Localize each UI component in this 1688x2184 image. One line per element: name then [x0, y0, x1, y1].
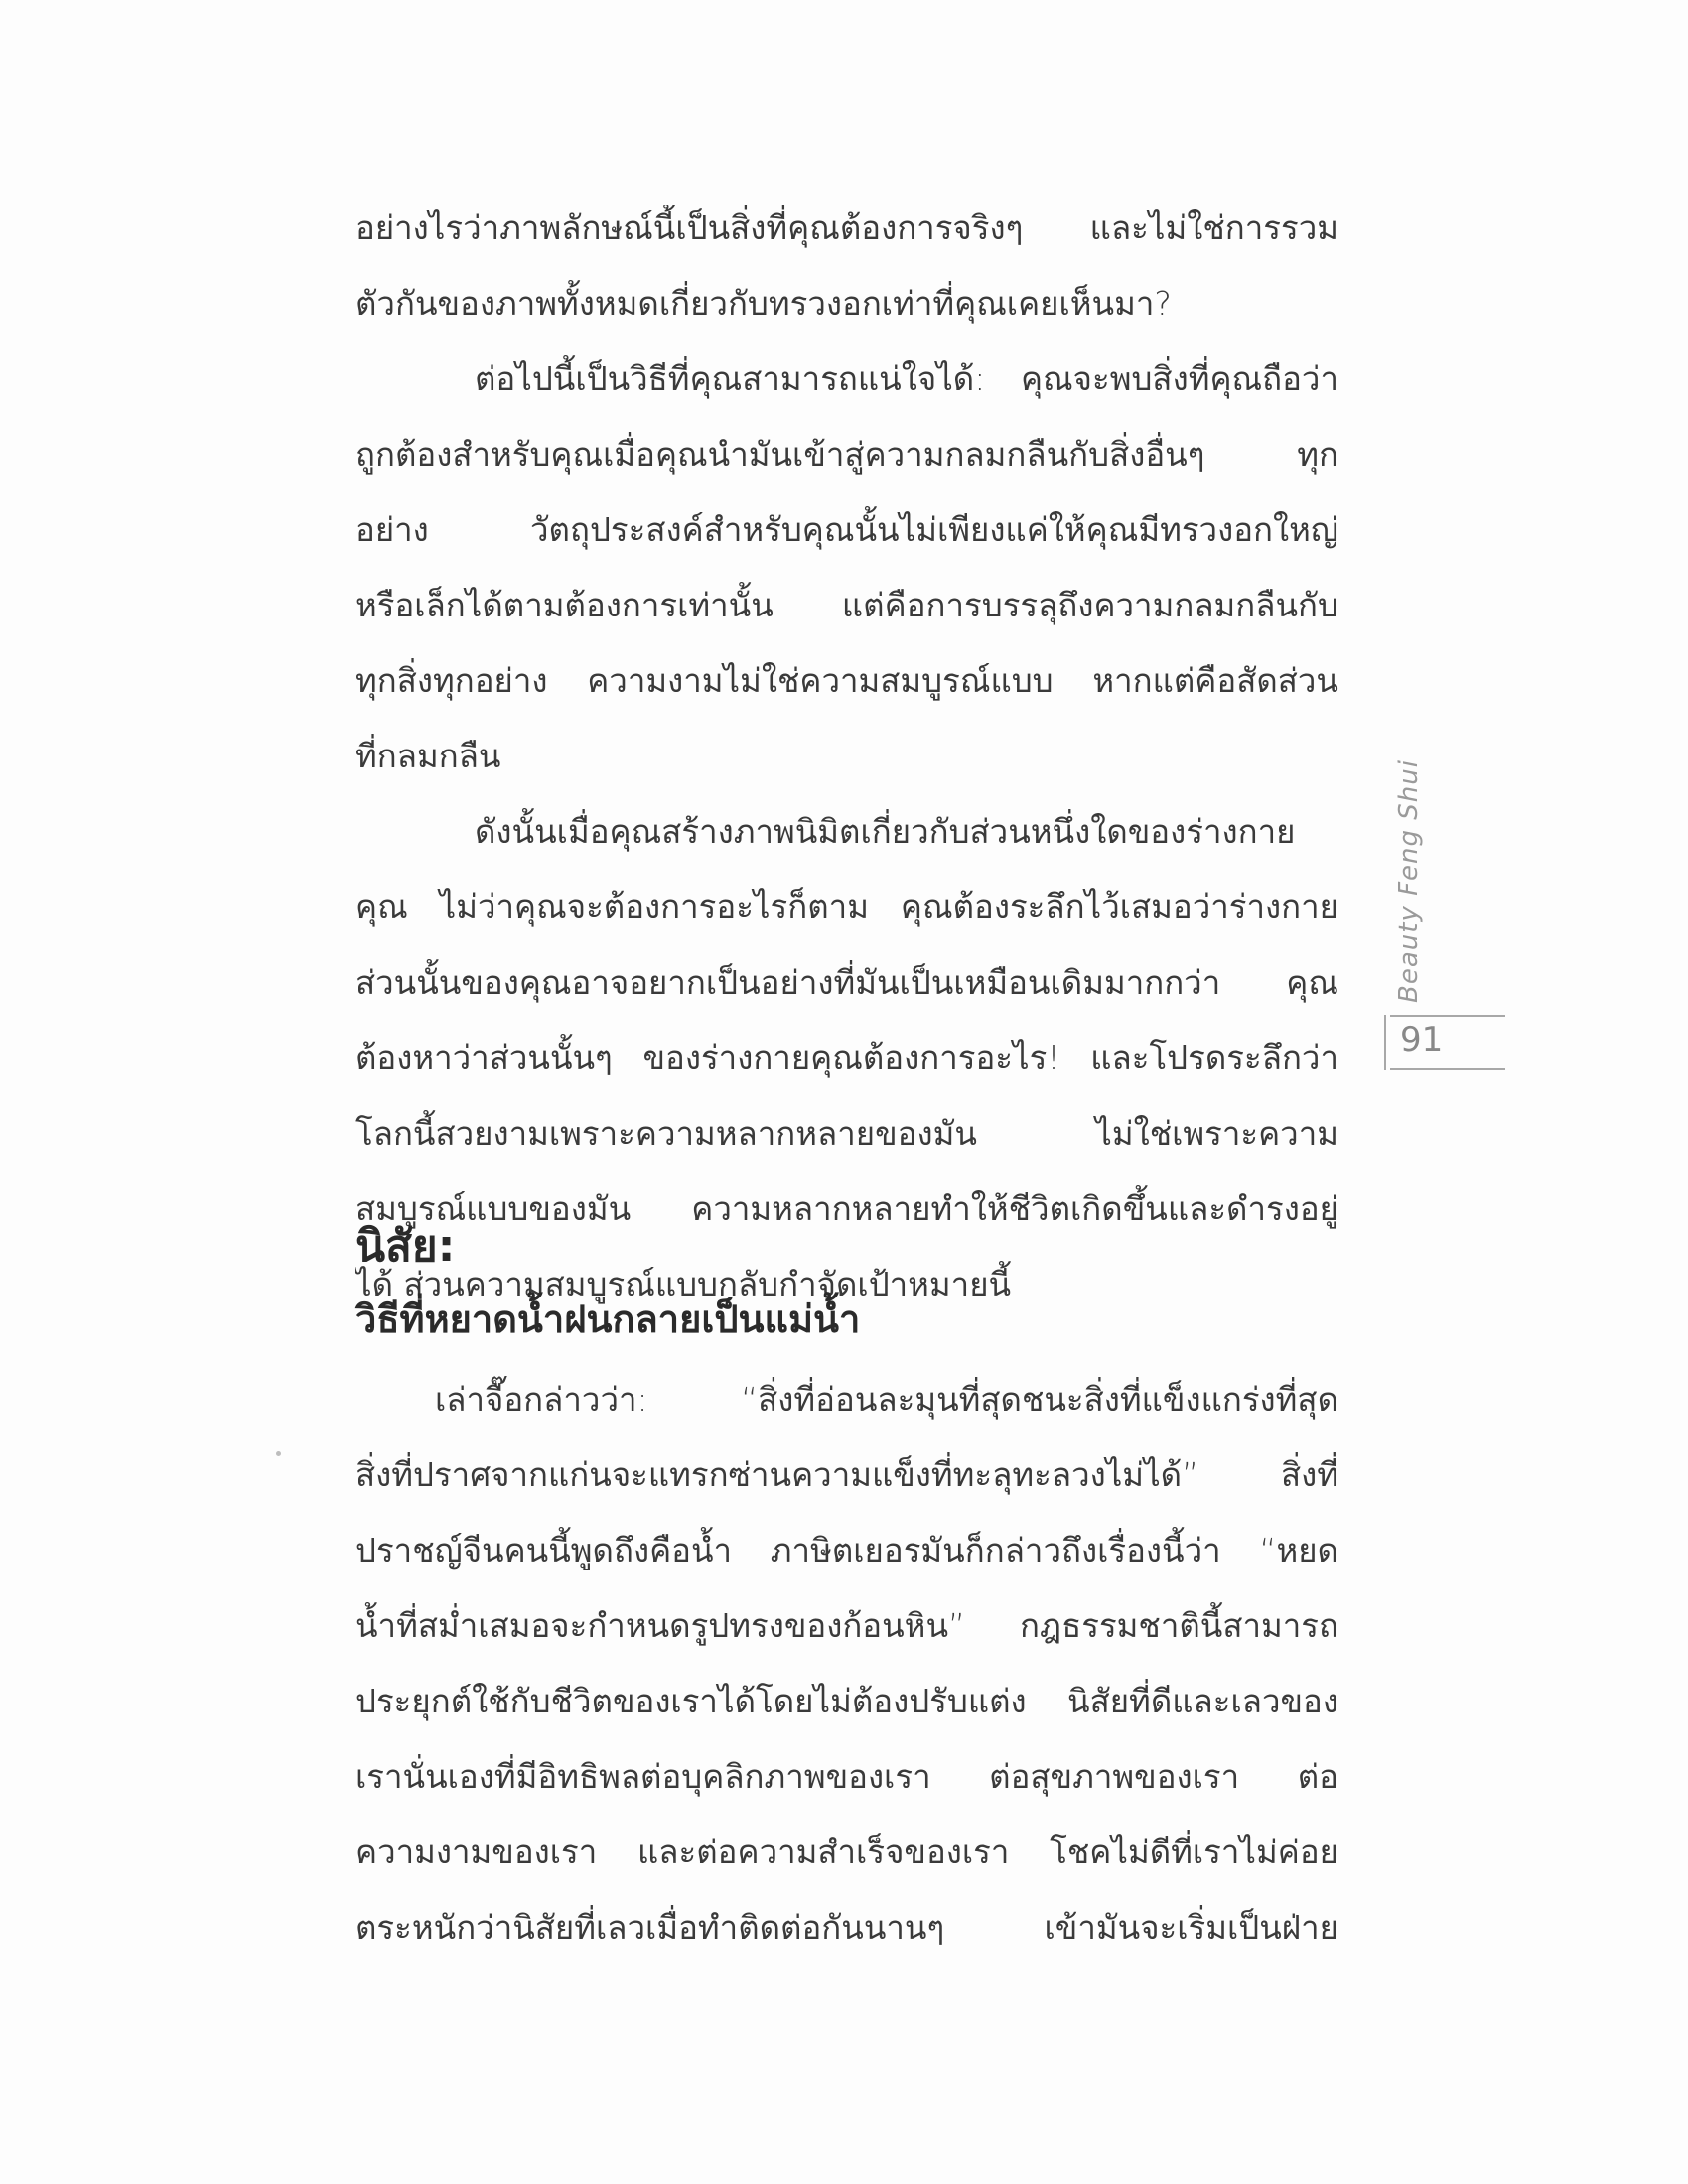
text-line: เรานั่นเองที่มีอิทธิพลต่อบุคลิกภาพของเรา ต่อสุขภาพของเรา ต่อ [355, 1757, 1338, 1796]
text-line: ประยุกต์ใช้กับชีวิตของเราได้โดยไม่ต้องปรับแต่ง นิสัยที่ดีและเลวของ [355, 1682, 1338, 1720]
text-line: โลกนี้สวยงามเพราะความหลากหลายของมัน ไม่ใช่เพราะความ [355, 1114, 1338, 1153]
text-line: สมบูรณ์แบบของมัน ความหลากหลายทำให้ชีวิตเกิดขึ้นและดำรงอยู่ [355, 1189, 1338, 1228]
text-line: คุณ ไม่ว่าคุณจะต้องการอะไรก็ตาม คุณต้องระลึกไว้เสมอว่าร่างกาย [355, 887, 1338, 926]
text-line: ได้ ส่วนความสมบูรณ์แบบกลับกำจัดเป้าหมายนี้ [355, 1265, 1012, 1303]
section-heading: นิสัย: [355, 1221, 456, 1272]
paragraph [355, 794, 1338, 1322]
text-line: อย่าง วัตถุประสงค์สำหรับคุณนั้นไม่เพียงแค่ให้คุณมีทรวงอกใหญ่ [355, 510, 1338, 549]
body-text-section-2 [355, 1362, 1338, 1966]
text-line: ที่กลมกลืน [355, 737, 501, 775]
text-line: หรือเล็กได้ตามต้องการเท่านั้น แต่คือการบรรลุถึงความกลมกลืนกับ [355, 586, 1338, 624]
folio-divider-vertical [1384, 1015, 1386, 1070]
text-line: ตัวกันของภาพทั้งหมดเกี่ยวกับทรวงอกเท่าที่คุณเคยเห็นมา? [355, 284, 1172, 323]
text-line: ทุกสิ่งทุกอย่าง ความงามไม่ใช่ความสมบูรณ์แบบ หากแต่คือสัดส่วน [355, 661, 1338, 700]
text-line: สิ่งที่ปราศจากแก่นจะแทรกซ่านความแข็งที่ทะลุทะลวงไม่ได้” สิ่งที่ [355, 1455, 1338, 1494]
text-line: น้ำที่สม่ำเสมอจะกำหนดรูปทรงของก้อนหิน” กฎธรรมชาตินี้สามารถ [355, 1606, 1338, 1645]
text-line: ความงามของเรา และต่อความสำเร็จของเรา โชคไม่ดีที่เราไม่ค่อย [355, 1833, 1338, 1871]
text-line: ต้องหาว่าส่วนนั้นๆ ของร่างกายคุณต้องการอะไร! และโปรดระลึกว่า [355, 1038, 1338, 1077]
body-text-section-1 [355, 191, 1338, 1322]
scan-speck [276, 1451, 281, 1456]
paragraph [355, 1362, 1338, 1966]
folio-divider-bottom [1390, 1068, 1505, 1070]
text-line: เล่าจื๊อกล่าวว่า: “สิ่งที่อ่อนละมุนที่สุดชนะสิ่งที่แข็งแกร่งที่สุด [435, 1380, 1338, 1419]
text-line: ปราชญ์จีนคนนี้พูดถึงคือน้ำ ภาษิตเยอรมันก็กล่าวถึงเรื่องนี้ว่า “หยด [355, 1531, 1338, 1570]
page-number: 91 [1400, 1021, 1444, 1060]
text-line: ดังนั้นเมื่อคุณสร้างภาพนิมิตเกี่ยวกับส่วนหนึ่งใดของร่างกาย [475, 812, 1296, 851]
section-subheading: วิธีที่หยาดน้ำฝนกลายเป็นแม่น้ำ [355, 1297, 861, 1341]
folio-divider-top [1390, 1015, 1505, 1017]
text-line: อย่างไรว่าภาพลักษณ์นี้เป็นสิ่งที่คุณต้องการจริงๆ และไม่ใช่การรวม [355, 208, 1338, 247]
text-line: ต่อไปนี้เป็นวิธีที่คุณสามารถแน่ใจได้: คุณจะพบสิ่งที่คุณถือว่า [475, 359, 1338, 398]
text-line: ตระหนักว่านิสัยที่เลวเมื่อทำติดต่อกันนานๆ เข้ามันจะเริ่มเป็นฝ่าย [355, 1908, 1338, 1947]
running-header-title: Beauty Feng Shui [1394, 759, 1424, 1003]
paragraph [355, 191, 1338, 341]
text-line: ถูกต้องสำหรับคุณเมื่อคุณนำมันเข้าสู่ความกลมกลืนกับสิ่งอื่นๆ ทุก [355, 435, 1338, 474]
text-line: ส่วนนั้นของคุณอาจอยากเป็นอย่างที่มันเป็นเหมือนเดิมมากกว่า คุณ [355, 963, 1338, 1002]
paragraph [355, 341, 1338, 794]
